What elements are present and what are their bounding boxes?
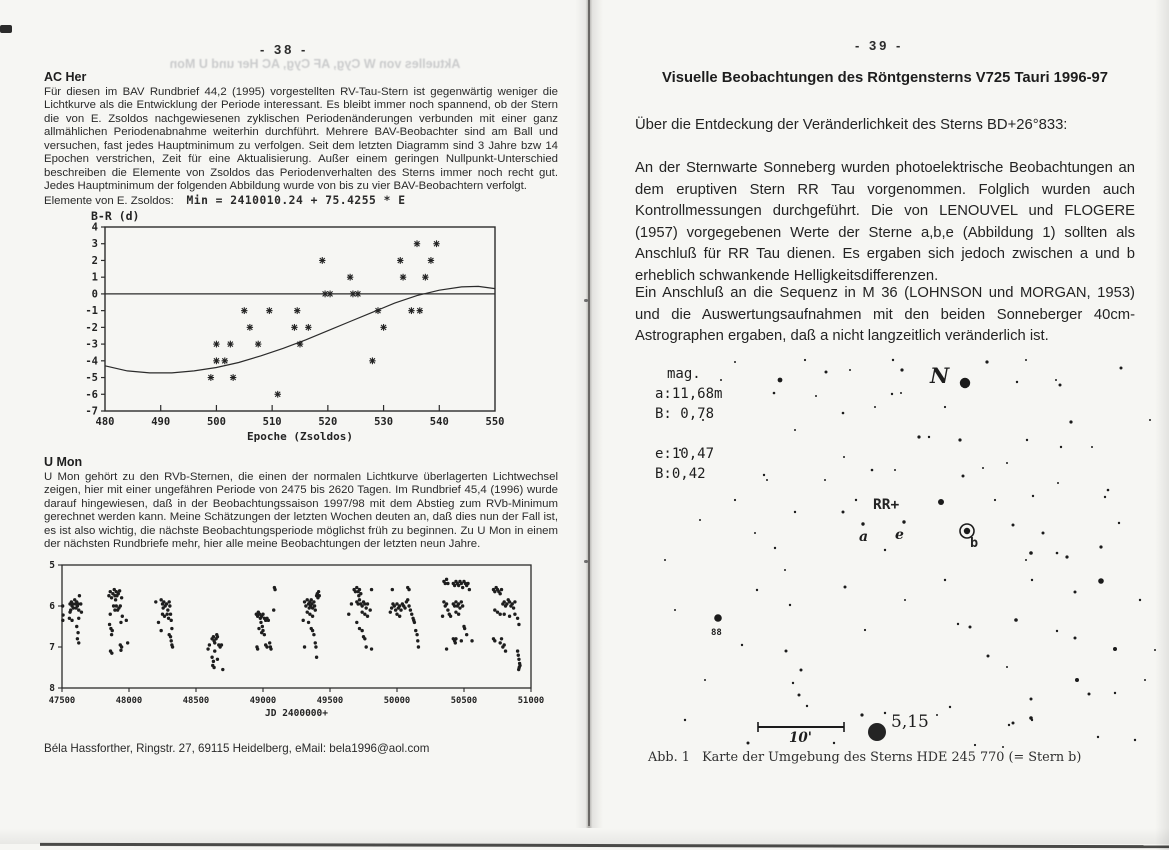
svg-text:e: e bbox=[895, 527, 904, 543]
svg-text:RR+: RR+ bbox=[873, 497, 900, 513]
svg-text:530: 530 bbox=[374, 416, 394, 428]
svg-text:2: 2 bbox=[91, 254, 98, 267]
article-title: Visuelle Beobachtungen des Röntgensterns V725 Tauri 1996-97 bbox=[662, 70, 1108, 86]
page-fold-line bbox=[588, 0, 590, 826]
svg-text:8: 8 bbox=[49, 683, 55, 694]
u-mon-lightcurve-chart bbox=[48, 558, 553, 723]
page-right bbox=[600, 0, 1169, 850]
elements-gap bbox=[174, 195, 187, 207]
svg-text:3: 3 bbox=[91, 238, 98, 251]
section-heading-u-mon: U Mon bbox=[44, 455, 83, 469]
svg-text:47500: 47500 bbox=[48, 696, 76, 706]
svg-text:Epoche (Zsoldos): Epoche (Zsoldos) bbox=[247, 430, 353, 443]
svg-text:10': 10' bbox=[789, 730, 812, 746]
svg-text:mag.: mag. bbox=[667, 366, 701, 382]
svg-text:7: 7 bbox=[49, 642, 55, 653]
svg-text:51000: 51000 bbox=[517, 696, 545, 706]
ac-her-paragraph: Für diesen im BAV Rundbrief 44,2 (1995) vorgestellten RV-Tau-Stern ist gegenwärtig weniger die Lichtkurve als die Entwicklung der Periode interessant. Es bleibt immer noch spannend, ob der Stern die von E. Zsoldos nachgewiesenen zyklischen Periodenänderungen verbunden mit einer ganz allmählichen Periodenabnahme weiterhin durchführt. Mehrere BAV-Beobachter sind am Ball und versuchen, fast jedes Hauptminimum zu verfolgen. Seit dem letzten Diagramm sind 3 Jahre bzw 14 Epochen verstrichen, Zeit für eine Aktualisierung. Außer einem geringen Nullpunkt-Unterschied beschreiben die Elemente von Zsoldos das Periodenverhalten des Sterns immer noch recht gut. Jedes Hauptminimum der folgenden Abbildung wurde von bis zu vier BAV-Beobachtern verfolgt. bbox=[44, 86, 558, 193]
svg-text:0: 0 bbox=[91, 288, 98, 301]
svg-text:-7: -7 bbox=[85, 405, 98, 418]
svg-text:1: 1 bbox=[91, 271, 98, 284]
svg-text:-5: -5 bbox=[85, 372, 98, 385]
svg-text:540: 540 bbox=[429, 416, 449, 428]
figure-caption: Abb. 1 Karte der Umgebung des Sterns HDE 245 770 (= Stern b) bbox=[648, 750, 1082, 765]
svg-text:490: 490 bbox=[151, 416, 171, 428]
svg-text:B:0,42: B:0,42 bbox=[655, 466, 706, 482]
svg-text:4: 4 bbox=[91, 221, 98, 234]
author-contact-line: Béla Hassforther, Ringstr. 27, 69115 Heidelberg, eMail: bela1996@aol.com bbox=[44, 742, 430, 755]
svg-text:JD 2400000+: JD 2400000+ bbox=[265, 708, 328, 719]
paragraph-2: Ein Anschluß an die Sequenz in M 36 (LOHNSON und MORGAN, 1953) und die Auswertungsaufnahmen mit den beiden Sonneberger 40cm-Astrographen ergaben, daß a nicht langzeitlich veränderlich ist. bbox=[635, 285, 1135, 345]
svg-text:5,15: 5,15 bbox=[891, 712, 929, 732]
elements-formula: Min = 2410010.24 + 75.4255 * E bbox=[186, 194, 406, 207]
svg-text:520: 520 bbox=[318, 416, 338, 428]
page-number-right: - 39 - bbox=[855, 38, 904, 53]
svg-text:48000: 48000 bbox=[115, 696, 143, 706]
svg-text:a: a bbox=[859, 529, 869, 545]
svg-text:550: 550 bbox=[485, 416, 505, 428]
page-left bbox=[0, 0, 578, 850]
elements-label: Elemente von E. Zsoldos: bbox=[44, 195, 174, 207]
u-mon-paragraph: U Mon gehört zu den RVb-Sternen, die einen der normalen Lichtkurve überlagerten Lichtwechsel zeigen, hier mit einer ungefähren Periode von 2475 bis 2620 Tagen. Im Rundbrief 45,4 (1996) wurde darauf hingewiesen, daß in der Beobachtungssaison 1997/98 mit dem Abstieg zum RVb-Minimum gerechnet werden kann. Meine Schätzungen der letzten Wochen deuten an, daß dies nun der Fall ist, es ist also wichtig, die nächste Beobachtungsperiode möglichst früh zu beginnen. Zu U Mon in einem der nächsten Rundbriefe mehr, hier alle meine Beobachtungen der letzten neun Jahre. bbox=[44, 471, 558, 551]
page-number-left: - 38 - bbox=[260, 42, 309, 57]
intro-line: Über die Entdeckung der Veränderlichkeit des Sterns BD+26°833: bbox=[635, 117, 1068, 133]
svg-text:-6: -6 bbox=[85, 388, 98, 401]
svg-text:49000: 49000 bbox=[249, 696, 277, 706]
svg-text:6: 6 bbox=[49, 601, 55, 612]
svg-text:50000: 50000 bbox=[383, 696, 411, 706]
svg-text:88: 88 bbox=[711, 628, 722, 638]
bleed-through-title: Aktuelles von W Cyg, AF Cyg, AC Her und U Mon bbox=[169, 57, 461, 71]
svg-text:50500: 50500 bbox=[450, 696, 478, 706]
svg-text:48500: 48500 bbox=[182, 696, 210, 706]
elements-line bbox=[44, 194, 406, 207]
svg-text:480: 480 bbox=[95, 416, 115, 428]
svg-text:b: b bbox=[970, 535, 979, 551]
staple-mark bbox=[584, 560, 588, 563]
staple-mark bbox=[584, 299, 588, 302]
svg-text:-4: -4 bbox=[85, 355, 98, 368]
svg-text:e:10,47: e:10,47 bbox=[655, 446, 715, 462]
finder-chart bbox=[645, 350, 1165, 762]
svg-text:-2: -2 bbox=[85, 321, 98, 334]
svg-text:5: 5 bbox=[49, 560, 55, 571]
svg-text:500: 500 bbox=[206, 416, 226, 428]
paragraph-1: An der Sternwarte Sonneberg wurden photoelektrische Beobachtungen an dem eruptiven Stern RR Tau vorgenommen. Folglich wurden auch Kontrollmessungen durchgeführt. Die von LENOUVEL und FLOGERE (1957) vorgegebenen Werte der Sterne a,b,e (Abbildung 1) sollten als Anschluß für RR Tau dienen. Es ergaben sich jedoch zwischen a und b erheblich schwankende Helligkeitsdifferenzen. bbox=[635, 160, 1135, 284]
section-heading-ac-her: AC Her bbox=[44, 70, 87, 84]
svg-text:B-R (d): B-R (d) bbox=[91, 209, 140, 223]
svg-text:510: 510 bbox=[262, 416, 282, 428]
svg-text:a:11,68m: a:11,68m bbox=[655, 386, 723, 402]
svg-text:49500: 49500 bbox=[316, 696, 344, 706]
svg-text:-3: -3 bbox=[85, 338, 98, 351]
ac-her-oc-chart bbox=[57, 211, 537, 446]
svg-text:N: N bbox=[930, 363, 950, 388]
svg-text:-1: -1 bbox=[85, 305, 98, 318]
svg-text:B: 0,78: B: 0,78 bbox=[655, 406, 715, 422]
